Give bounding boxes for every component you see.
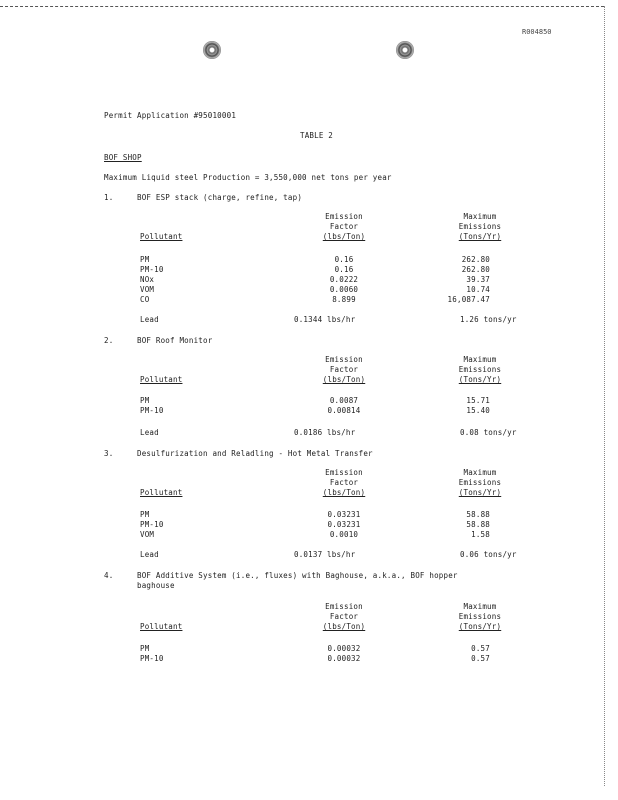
table-title: TABLE 2 — [300, 131, 334, 140]
pollutant-name: PM — [140, 396, 150, 405]
factor-header: Factor — [329, 365, 359, 374]
block-title: BOF Roof Monitor — [137, 336, 213, 345]
pollutant-name: PM-10 — [140, 406, 164, 415]
max-emissions: 15.40 — [466, 406, 490, 415]
production-statement: Maximum Liquid steel Production = 3,550,000 net tons per year — [104, 173, 392, 182]
pollutant-name: PM-10 — [140, 265, 164, 274]
factor-header: Emission — [325, 355, 363, 364]
document-id: R004850 — [522, 28, 552, 36]
emissions-header: Maximum — [463, 355, 497, 364]
emission-factor: 0.00814 — [327, 406, 361, 415]
block-title: BOF ESP stack (charge, refine, tap) — [137, 193, 303, 202]
permit-number: Permit Application #95010001 — [104, 111, 237, 120]
pollutant-name: VOM — [140, 285, 155, 294]
factor-header: Emission — [325, 468, 363, 477]
max-emissions: 58.88 — [466, 520, 490, 529]
pollutant-name: VOM — [140, 530, 155, 539]
emission-factor: 0.00032 — [327, 644, 361, 653]
emissions-header: Emissions — [458, 478, 502, 487]
emission-factor: 0.0060 — [329, 285, 359, 294]
factor-header: Emission — [325, 212, 363, 221]
lead-label: Lead — [140, 315, 159, 324]
emissions-header: (Tons/Yr) — [458, 622, 502, 631]
max-emissions: 58.88 — [466, 510, 490, 519]
pollutant-name: CO — [140, 295, 150, 304]
scan-border-top — [0, 6, 604, 7]
block-title: Desulfurization and Reladling - Hot Metal Transfer — [137, 449, 373, 458]
factor-header: Factor — [329, 222, 359, 231]
scan-border-right — [604, 6, 605, 786]
lead-annual: 1.26 tons/yr — [460, 315, 517, 324]
emissions-header: Maximum — [463, 468, 497, 477]
emission-factor: 8.899 — [332, 295, 356, 304]
max-emissions: 15.71 — [466, 396, 490, 405]
max-emissions: 262.80 — [461, 265, 490, 274]
lead-label: Lead — [140, 550, 159, 559]
block-number: 1. — [104, 193, 114, 202]
pollutant-header: Pollutant — [140, 375, 183, 384]
lead-annual: 0.08 tons/yr — [460, 428, 517, 437]
factor-header: Emission — [325, 602, 363, 611]
pollutant-name: PM — [140, 510, 150, 519]
factor-header: (lbs/Ton) — [322, 488, 366, 497]
factor-header: Factor — [329, 612, 359, 621]
pollutant-name: PM — [140, 644, 150, 653]
emissions-header: (Tons/Yr) — [458, 375, 502, 384]
emissions-header: Maximum — [463, 212, 497, 221]
factor-header: (lbs/Ton) — [322, 622, 366, 631]
emissions-header: Emissions — [458, 365, 502, 374]
emission-factor: 0.03231 — [327, 520, 361, 529]
section-heading: BOF SHOP — [104, 153, 142, 162]
block-title: BOF Additive System (i.e., fluxes) with Baghouse, a.k.a., BOF hopper — [137, 571, 458, 580]
lead-rate: 0.0186 lbs/hr — [294, 428, 356, 437]
block-number: 2. — [104, 336, 114, 345]
emission-factor: 0.0222 — [329, 275, 359, 284]
lead-label: Lead — [140, 428, 159, 437]
emission-factor: 0.0010 — [329, 530, 359, 539]
lead-annual: 0.06 tons/yr — [460, 550, 517, 559]
punch-hole-icon — [203, 41, 221, 59]
emissions-header: (Tons/Yr) — [458, 232, 502, 241]
max-emissions: 39.37 — [466, 275, 490, 284]
pollutant-name: PM — [140, 255, 150, 264]
pollutant-header: Pollutant — [140, 232, 183, 241]
block-number: 3. — [104, 449, 114, 458]
emissions-header: Maximum — [463, 602, 497, 611]
pollutant-name: PM-10 — [140, 654, 164, 663]
pollutant-header: Pollutant — [140, 488, 183, 497]
punch-hole-icon — [396, 41, 414, 59]
emissions-header: Emissions — [458, 612, 502, 621]
pollutant-header: Pollutant — [140, 622, 183, 631]
max-emissions: 10.74 — [466, 285, 490, 294]
emission-factor: 0.03231 — [327, 510, 361, 519]
pollutant-name: PM-10 — [140, 520, 164, 529]
emission-factor: 0.16 — [334, 255, 354, 264]
max-emissions: 262.80 — [461, 255, 490, 264]
block-number: 4. — [104, 571, 114, 580]
max-emissions: 0.57 — [471, 644, 490, 653]
emissions-header: (Tons/Yr) — [458, 488, 502, 497]
factor-header: (lbs/Ton) — [322, 232, 366, 241]
lead-rate: 0.1344 lbs/hr — [294, 315, 356, 324]
block-title: baghouse — [137, 581, 175, 590]
factor-header: (lbs/Ton) — [322, 375, 366, 384]
emission-factor: 0.16 — [334, 265, 354, 274]
emission-factor: 0.00032 — [327, 654, 361, 663]
factor-header: Factor — [329, 478, 359, 487]
pollutant-name: NOx — [140, 275, 155, 284]
emission-factor: 0.0087 — [329, 396, 359, 405]
max-emissions: 0.57 — [471, 654, 490, 663]
max-emissions: 1.58 — [471, 530, 490, 539]
lead-rate: 0.0137 lbs/hr — [294, 550, 356, 559]
max-emissions: 16,087.47 — [447, 295, 490, 304]
emissions-header: Emissions — [458, 222, 502, 231]
